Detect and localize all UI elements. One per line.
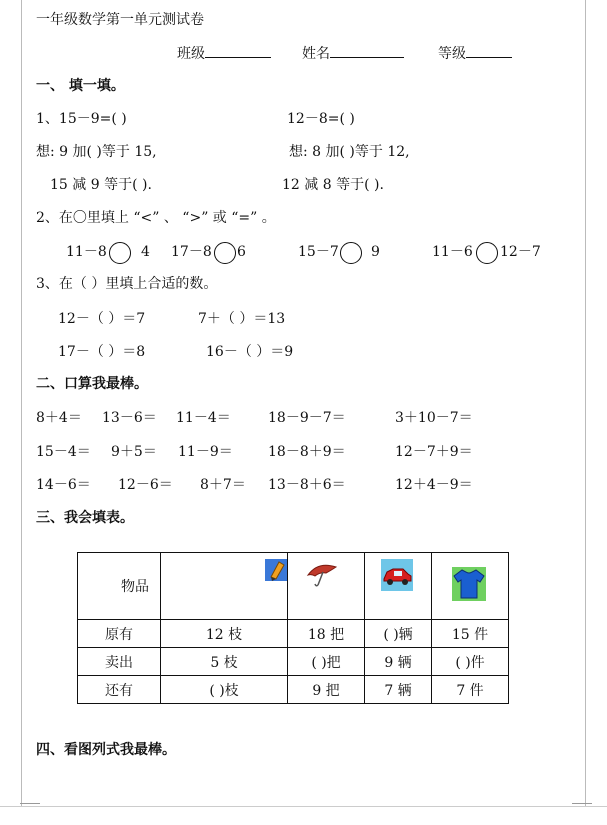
q1-right-b: 想: 8 加( )等于 12, xyxy=(289,144,410,160)
q2-prompt: 2、在〇里填上 “<” 、 “>” 或 “=” 。 xyxy=(36,210,276,226)
calc-r3-c2: 12－6＝ xyxy=(118,477,173,493)
table-cell: 9 把 xyxy=(288,676,365,704)
corner-mark-left xyxy=(20,803,40,804)
table-cell: 7 件 xyxy=(432,676,509,704)
page-right-margin-line xyxy=(585,0,586,806)
q2-item3-circle[interactable] xyxy=(340,242,362,264)
q2-item1-left: 11－8 xyxy=(66,244,107,260)
q2-item2-right: 6 xyxy=(237,244,246,260)
section3-heading: 三、我会填表。 xyxy=(36,510,134,526)
car-icon xyxy=(381,559,413,595)
table-row xyxy=(78,676,509,704)
calc-r2-c4: 18－8＋9＝ xyxy=(268,444,346,460)
q2-item3-right: 9 xyxy=(371,244,380,260)
q2-item4-right: 12－7 xyxy=(500,244,541,260)
section4-heading: 四、看图列式我最棒。 xyxy=(36,742,176,758)
calc-r1-c4: 18－9－7＝ xyxy=(268,410,346,426)
inventory-table xyxy=(77,552,509,704)
table-cell: 7 辆 xyxy=(365,676,432,704)
name-field[interactable] xyxy=(302,43,404,63)
section2-heading: 二、口算我最棒。 xyxy=(36,376,148,392)
q1-left-a: 1、15－9=( ) xyxy=(36,111,127,127)
calc-r1-c3: 11－4＝ xyxy=(176,410,231,426)
calc-r3-c4: 13－8＋6＝ xyxy=(268,477,346,493)
umbrella-icon xyxy=(306,561,340,591)
q2-item4-left: 11－6 xyxy=(432,244,473,260)
row-label: 原有 xyxy=(78,620,161,648)
calc-r2-c1: 15－4＝ xyxy=(36,444,91,460)
table-cell: 12 枝 xyxy=(161,620,288,648)
grade-label: 等级 xyxy=(438,46,466,62)
calc-r3-c1: 14－6＝ xyxy=(36,477,91,493)
table-row xyxy=(78,648,509,676)
shirt-cell xyxy=(432,553,509,620)
section1-heading: 一、 填一填。 xyxy=(36,78,125,94)
q3-prompt: 3、在（ ）里填上合适的数。 xyxy=(36,276,218,292)
grade-field[interactable] xyxy=(438,43,512,63)
calc-r1-c1: 8＋4＝ xyxy=(36,410,82,426)
q2-item4-circle[interactable] xyxy=(476,242,498,264)
q3-item4: 16－（ ）＝9 xyxy=(206,344,294,360)
q1-left-c: 15 减 9 等于( ). xyxy=(50,177,152,193)
table-cell: 18 把 xyxy=(288,620,365,648)
page-bottom-edge xyxy=(0,806,607,807)
calc-r3-c5: 12＋4－9＝ xyxy=(395,477,473,493)
q2-item1-circle[interactable] xyxy=(109,242,131,264)
table-header-row xyxy=(78,553,509,620)
q3-item2: 7＋（ ）＝13 xyxy=(198,311,286,327)
car-cell xyxy=(365,553,432,620)
class-field[interactable] xyxy=(177,43,271,63)
calc-r2-c5: 12－7＋9＝ xyxy=(395,444,473,460)
table-row xyxy=(78,620,509,648)
shirt-icon xyxy=(452,567,486,605)
q1-left-b: 想: 9 加( )等于 15, xyxy=(36,144,157,160)
calc-r1-c2: 13－6＝ xyxy=(102,410,157,426)
table-cell: 15 件 xyxy=(432,620,509,648)
table-cell[interactable]: ( )辆 xyxy=(365,620,432,648)
q2-item2-circle[interactable] xyxy=(214,242,236,264)
q2-item1-right: 4 xyxy=(141,244,150,260)
row-label: 还有 xyxy=(78,676,161,704)
corner-mark-right xyxy=(572,803,592,804)
row-label: 卖出 xyxy=(78,648,161,676)
pencil-cell xyxy=(161,553,288,620)
table-cell[interactable]: ( )件 xyxy=(432,648,509,676)
q1-right-c: 12 减 8 等于( ). xyxy=(282,177,384,193)
table-cell: 9 辆 xyxy=(365,648,432,676)
header-label-cell xyxy=(78,553,161,620)
q2-item3-left: 15－7 xyxy=(298,244,339,260)
q3-item3: 17－（ ）＝8 xyxy=(58,344,146,360)
name-label: 姓名 xyxy=(302,46,330,62)
calc-r3-c3: 8＋7＝ xyxy=(200,477,246,493)
umbrella-cell xyxy=(288,553,365,620)
document-title: 一年级数学第一单元测试卷 xyxy=(36,12,204,28)
pencil-icon xyxy=(265,559,287,585)
q2-item2-left: 17－8 xyxy=(171,244,212,260)
header-label: 物品 xyxy=(121,579,149,595)
calc-r2-c2: 9＋5＝ xyxy=(111,444,157,460)
q1-right-a: 12－8=( ) xyxy=(287,111,355,127)
q3-item1: 12－（ ）＝7 xyxy=(58,311,146,327)
name-blank[interactable] xyxy=(330,43,404,58)
table-cell[interactable]: ( )枝 xyxy=(161,676,288,704)
class-blank[interactable] xyxy=(205,43,271,58)
grade-blank[interactable] xyxy=(466,43,512,58)
calc-r2-c3: 11－9＝ xyxy=(178,444,233,460)
calc-r1-c5: 3＋10－7＝ xyxy=(395,410,473,426)
page-left-margin-line xyxy=(21,0,22,806)
class-label: 班级 xyxy=(177,46,205,62)
table-cell: 5 枝 xyxy=(161,648,288,676)
table-cell[interactable]: ( )把 xyxy=(288,648,365,676)
